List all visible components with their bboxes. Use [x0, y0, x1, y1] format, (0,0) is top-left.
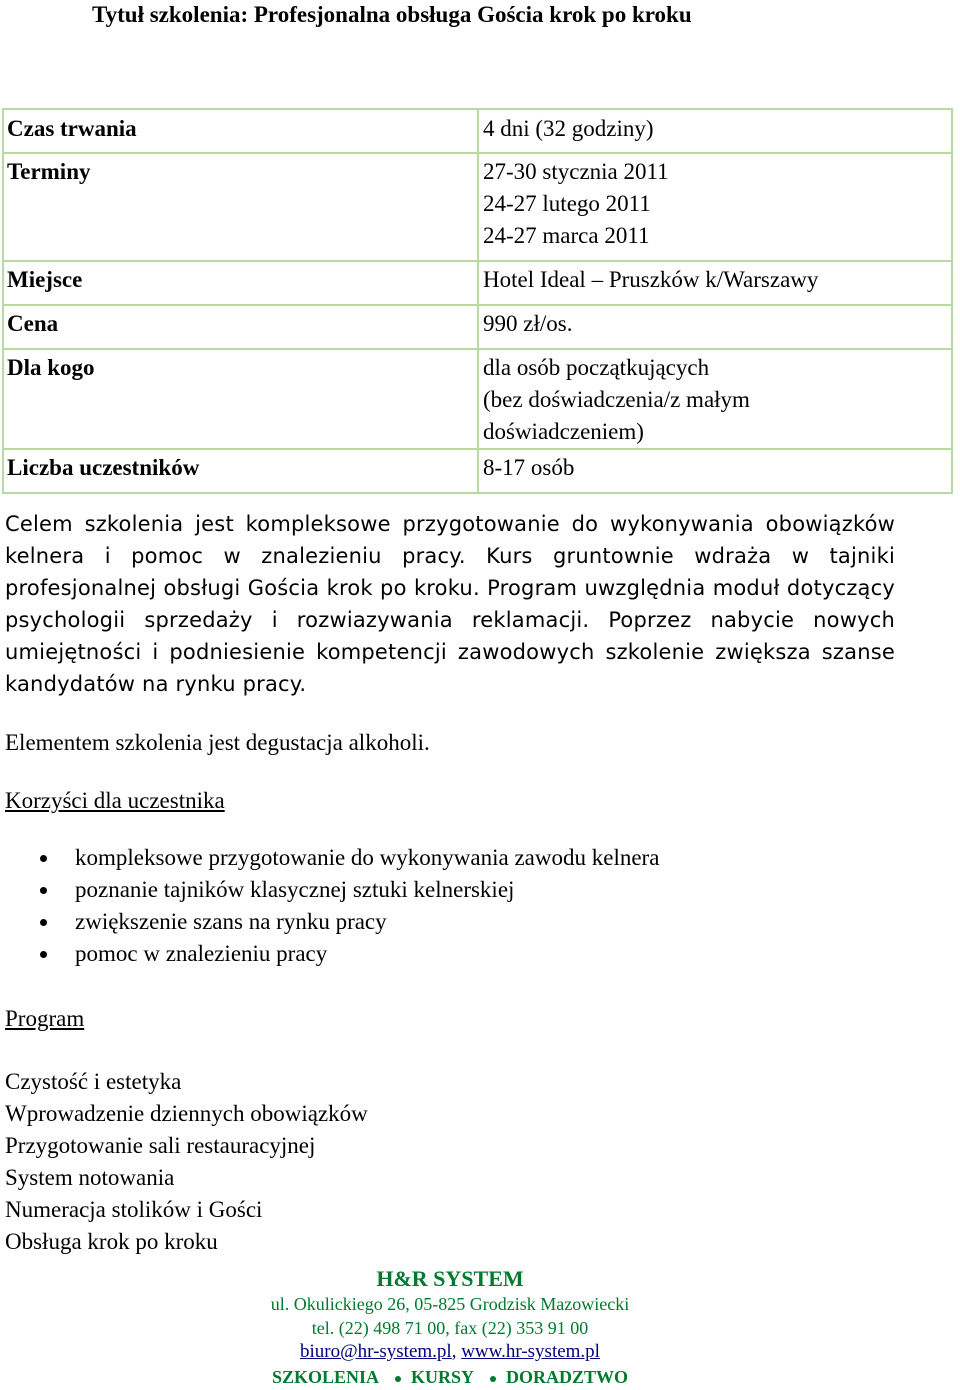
email-link[interactable]: biuro@hr-system.pl [300, 1341, 452, 1362]
description-intro: Celem szkolenia jest kompleksowe przygotowanie do wykonywania obowiązków kelnera i pomoc w znalezieniu pracy. [5, 512, 895, 568]
bullet-icon [40, 887, 47, 894]
bullet-icon [40, 919, 47, 926]
dates-label: Terminy [7, 159, 91, 184]
date-line: 24-27 marca 2011 [483, 223, 650, 248]
list-item: poznanie tajników klasycznej sztuki kelnerskiej [0, 874, 659, 906]
tag-consulting: DORADZTWO [506, 1367, 629, 1387]
description-paragraph [5, 508, 895, 700]
place-label: Miejsce [7, 267, 83, 292]
bullet-icon [490, 1376, 496, 1382]
audience-label: Dla kogo [7, 355, 95, 380]
benefits-heading: Korzyści dla uczestnika [5, 788, 225, 813]
bullet-icon [40, 951, 47, 958]
bullet-icon [40, 855, 47, 862]
tag-courses: KURSY [411, 1367, 475, 1387]
document-title: Tytuł szkolenia: Profesjonalna obsługa Gościa krok po kroku [92, 2, 692, 27]
table-row [3, 449, 952, 493]
website-link[interactable]: www.hr-system.pl [461, 1341, 600, 1362]
list-item: zwiększenie szans na rynku pracy [0, 906, 659, 938]
duration-value: 4 dni (32 godziny) [483, 116, 654, 141]
date-line: 24-27 lutego 2011 [483, 191, 651, 216]
audience-line: dla osób początkujących [483, 355, 710, 380]
program-item: Wprowadzenie dziennych obowiązków [5, 1101, 368, 1126]
program-item: Przygotowanie sali restauracyjnej [5, 1133, 316, 1158]
place-value: Hotel Ideal – Pruszków k/Warszawy [483, 267, 819, 292]
duration-label: Czas trwania [7, 116, 137, 141]
table-row [3, 109, 952, 153]
table-row [3, 261, 952, 305]
audience-line: doświadczeniem) [483, 419, 644, 444]
course-info-table [2, 108, 953, 494]
bullet-icon [395, 1376, 401, 1382]
table-row [3, 305, 952, 349]
list-item: kompleksowe przygotowanie do wykonywania zawodu kelnera [0, 842, 659, 874]
list-item: pomoc w znalezieniu pracy [0, 938, 659, 970]
program-item: System notowania [5, 1165, 175, 1190]
participants-value: 8-17 osób [483, 455, 575, 480]
tag-training: SZKOLENIA [271, 1367, 379, 1387]
participants-label: Liczba uczestników [7, 455, 200, 480]
price-value: 990 zł/os. [483, 311, 573, 336]
description-rest: Kurs gruntownie wdraża w tajniki profesjonalnej obsługi Gościa krok po kroku. Program uwzględnia moduł dotyczący psychologii sprzedaży i rozwiazywania reklamacji. Poprzez nabycie nowych umiejętności i podniesienie kompetencji zawodowych szkolenie zwiększa szanse kandydatów na rynku pracy. [5, 544, 895, 696]
benefits-list [0, 842, 659, 970]
alcohol-note: Elementem szkolenia jest degustacja alkoholi. [5, 730, 430, 755]
audience-line: (bez doświadczenia/z małym [483, 387, 750, 412]
price-label: Cena [7, 311, 59, 336]
footer-phone: tel. (22) 498 71 00, fax (22) 353 91 00 [311, 1318, 589, 1338]
footer-tags [0, 1367, 900, 1388]
date-line: 27-30 stycznia 2011 [483, 159, 669, 184]
program-heading: Program [5, 1006, 85, 1031]
table-row [3, 349, 952, 449]
footer-company: H&R SYSTEM [376, 1266, 524, 1291]
contact-separator: , [451, 1341, 457, 1362]
footer-address: ul. Okulickiego 26, 05-825 Grodzisk Mazowiecki [270, 1294, 630, 1314]
program-item: Numeracja stolików i Gości [5, 1197, 263, 1222]
program-list [5, 1066, 368, 1258]
table-row [3, 153, 952, 261]
program-item: Obsługa krok po kroku [5, 1229, 218, 1254]
program-item: Czystość i estetyka [5, 1069, 182, 1094]
footer-contact [0, 1341, 900, 1363]
